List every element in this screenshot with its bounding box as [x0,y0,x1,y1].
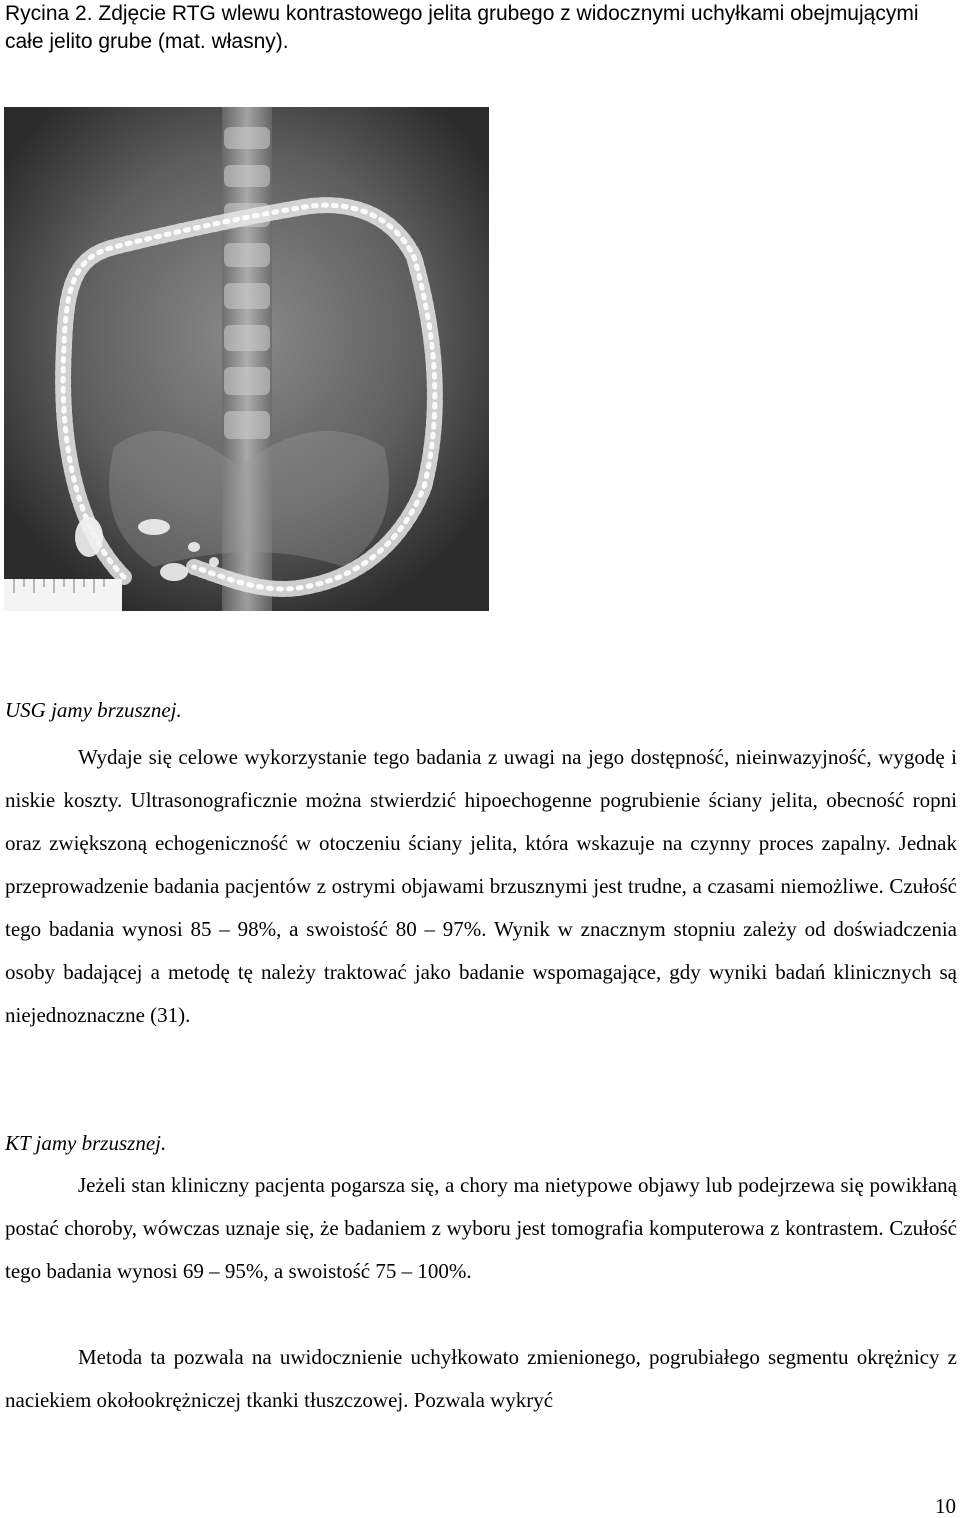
paragraph-usg: Wydaje się celowe wykorzystanie tego badania z uwagi na jego dostępność, nieinwazyjność, wygodę i niskie koszty. Ultrasonograficznie można stwierdzić hipoechogenne pogrubienie ściany jelita, obecność ropni oraz zwiększoną echogeniczność w otoczeniu ściany jelita, która wskazuje na czynny proces zapalny. Jednak przeprowadzenie badania pacjentów z ostrymi objawami brzusznymi jest trudne, a czasami niemożliwe. Czułość tego badania wynosi 85 – 98%, a swoistość 80 – 97%. Wynik w znacznym stopniu zależy od doświadczenia osoby badającej a metodę tę należy traktować jako badanie wspomagające, gdy wyniki badań klinicznych są niejednoznaczne (31). [5,745,957,1027]
section-heading-kt: KT jamy brzusznej. [5,1131,167,1155]
figure-caption: Rycina 2. Zdjęcie RTG wlewu kontrastowego jelita grubego z widocznymi uchyłkami obejmującymi całe jelito grube (mat. własny). [5,2,919,53]
page-number: 10 [935,1494,956,1518]
xray-image [4,107,489,611]
section-heading-usg: USG jamy brzusznej. [5,698,182,722]
paragraph-kt-1: Jeżeli stan kliniczny pacjenta pogarsza się, a chory ma nietypowe objawy lub podejrzewa się powikłaną postać choroby, wówczas uznaje się, że badaniem z wyboru jest tomografia komputerowa z kontrastem. Czułość tego badania wynosi 69 – 95%, a swoistość 75 – 100%. [5,1173,957,1283]
paragraph-kt-2: Metoda ta pozwala na uwidocznienie uchyłkowato zmienionego, pogrubiałego segmentu okrężnicy z naciekiem okołookrężniczej tkanki tłuszczowej. Pozwala wykryć [5,1345,957,1412]
